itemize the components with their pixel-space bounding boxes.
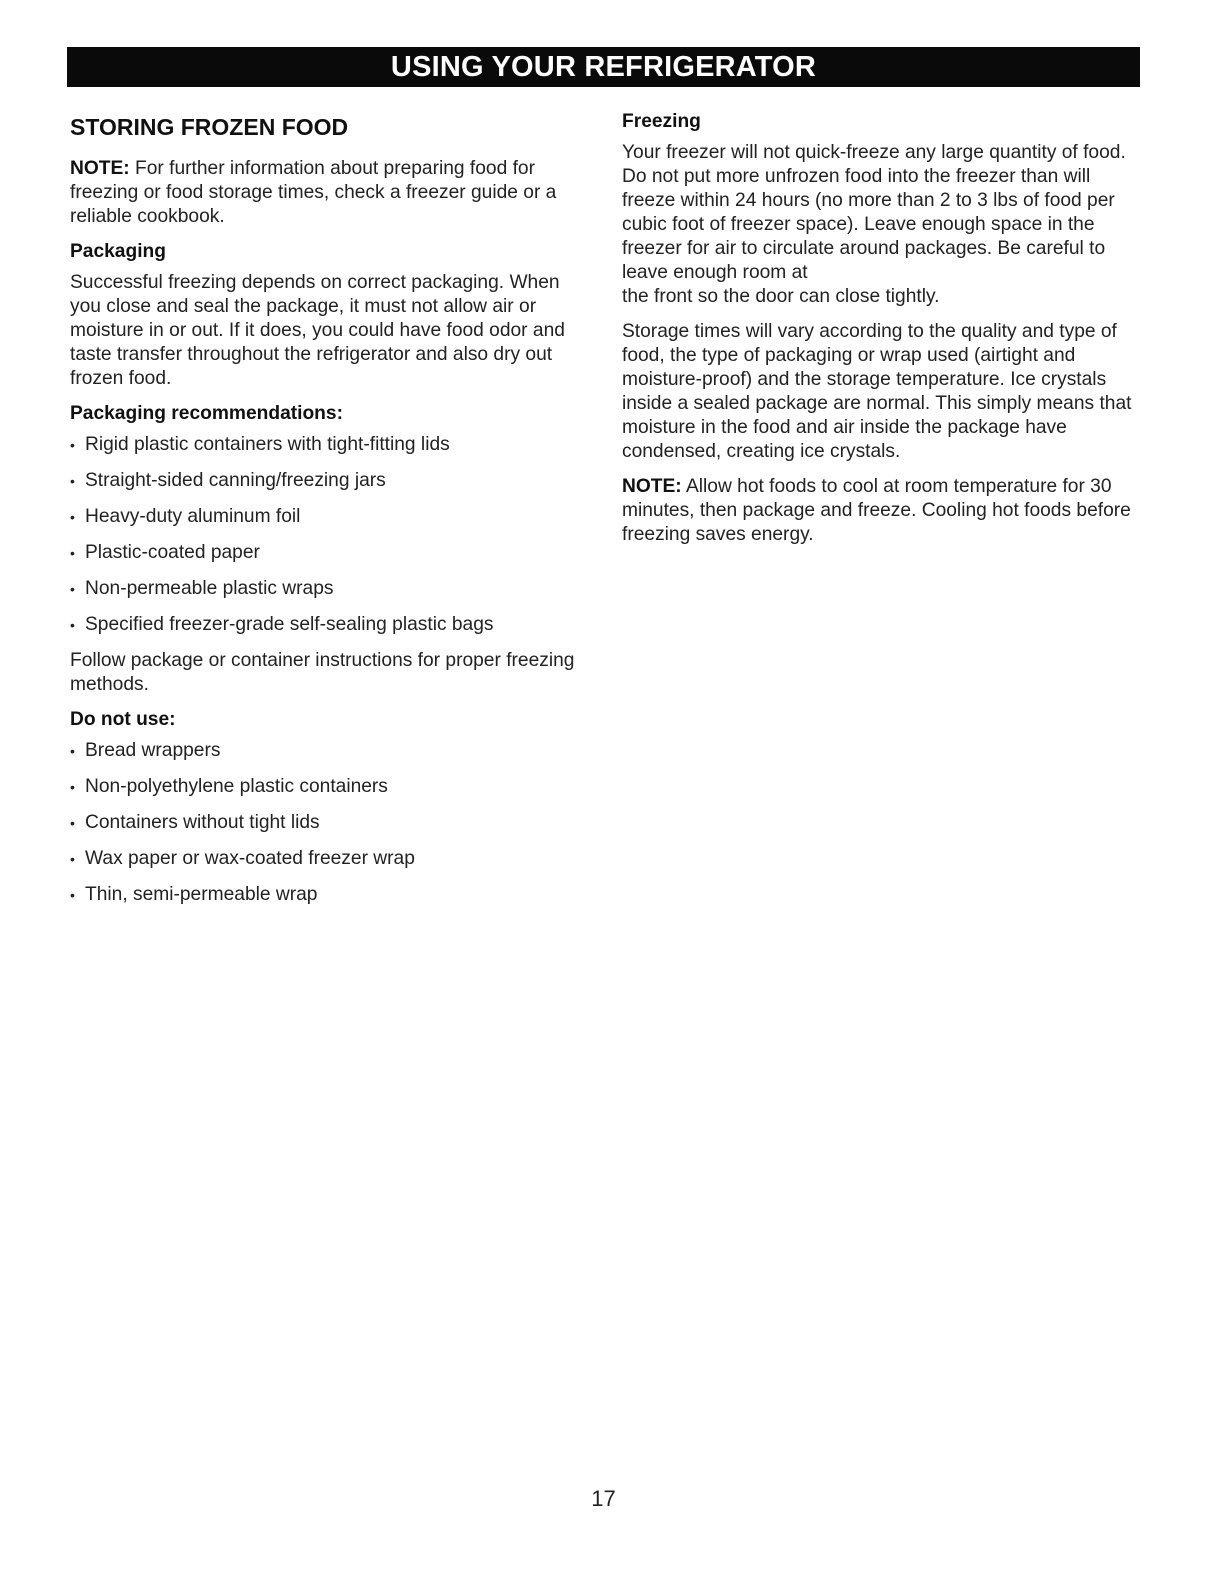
packaging-heading: Packaging bbox=[70, 241, 166, 262]
page-header-title: USING YOUR REFRIGERATOR bbox=[390, 50, 817, 83]
note-label: NOTE: bbox=[622, 476, 682, 497]
list-item bbox=[70, 433, 590, 457]
right-column bbox=[622, 110, 1147, 558]
do-not-use-list bbox=[70, 739, 590, 907]
bullet-icon: • bbox=[70, 887, 75, 903]
page-header bbox=[67, 47, 1140, 87]
list-item-text: Rigid plastic containers with tight-fitting lids bbox=[85, 434, 450, 455]
list-item-text: Wax paper or wax-coated freezer wrap bbox=[85, 848, 415, 869]
list-item bbox=[70, 541, 590, 565]
intro-note bbox=[70, 157, 590, 229]
note-text: Allow hot foods to cool at room temperature for 30 minutes, then package and freeze. Cooling hot foods before freezing saves energy. bbox=[622, 476, 1131, 545]
bullet-icon: • bbox=[70, 779, 75, 795]
list-item-text: Straight-sided canning/freezing jars bbox=[85, 470, 386, 491]
list-item bbox=[70, 883, 590, 907]
list-item-text: Non-polyethylene plastic containers bbox=[85, 776, 388, 797]
packaging-text: Successful freezing depends on correct packaging. When you close and seal the package, it must not allow air or moisture in or out. If it does, you could have food odor and taste transfer throughout the refrigerator and also dry out frozen food. bbox=[70, 272, 565, 389]
list-item bbox=[70, 577, 590, 601]
list-item-text: Heavy-duty aluminum foil bbox=[85, 506, 301, 527]
do-not-use-heading: Do not use: bbox=[70, 709, 176, 730]
follow-text: Follow package or container instructions for proper freezing methods. bbox=[70, 650, 575, 695]
freezing-text-continued: the front so the door can close tightly. bbox=[622, 286, 940, 307]
list-item-text: Specified freezer-grade self-sealing plastic bags bbox=[85, 614, 494, 635]
freezing-text: Your freezer will not quick-freeze any large quantity of food. Do not put more unfrozen food into the freezer than will freeze within 24 hours (no more than 2 to 3 lbs of food per cubic foot of freezer space). Leave enough space in the freezer for air to circulate around packages. Be careful to leave enough room at bbox=[622, 142, 1126, 283]
section-title: STORING FROZEN FOOD bbox=[70, 114, 349, 140]
list-item-text: Plastic-coated paper bbox=[85, 542, 260, 563]
list-item bbox=[70, 469, 590, 493]
bullet-icon: • bbox=[70, 473, 75, 489]
list-item-text: Thin, semi-permeable wrap bbox=[85, 884, 318, 905]
bullet-icon: • bbox=[70, 437, 75, 453]
list-item bbox=[70, 505, 590, 529]
freezing-heading: Freezing bbox=[622, 111, 701, 132]
list-item bbox=[70, 847, 590, 871]
list-item-text: Containers without tight lids bbox=[85, 812, 320, 833]
list-item bbox=[70, 739, 590, 763]
bullet-icon: • bbox=[70, 743, 75, 759]
left-column bbox=[70, 110, 590, 919]
list-item bbox=[70, 613, 590, 637]
bullet-icon: • bbox=[70, 581, 75, 597]
bullet-icon: • bbox=[70, 545, 75, 561]
bullet-icon: • bbox=[70, 815, 75, 831]
recommendations-heading: Packaging recommendations: bbox=[70, 403, 343, 424]
list-item bbox=[70, 811, 590, 835]
cooling-note bbox=[622, 475, 1147, 547]
list-item-text: Non-permeable plastic wraps bbox=[85, 578, 334, 599]
note-text: For further information about preparing food for freezing or food storage times, check a freezer guide or a reliable cookbook. bbox=[70, 158, 557, 227]
storage-text: Storage times will vary according to the quality and type of food, the type of packaging or wrap used (airtight and moisture-proof) and the storage temperature. Ice crystals inside a sealed package are normal. This simply means that moisture in the food and air inside the package have condensed, creating ice crystals. bbox=[622, 321, 1132, 462]
page-number: 17 bbox=[591, 1486, 616, 1511]
list-item-text: Bread wrappers bbox=[85, 740, 221, 761]
list-item bbox=[70, 775, 590, 799]
note-label: NOTE: bbox=[70, 158, 130, 179]
bullet-icon: • bbox=[70, 851, 75, 867]
recommendations-list bbox=[70, 433, 590, 637]
bullet-icon: • bbox=[70, 617, 75, 633]
bullet-icon: • bbox=[70, 509, 75, 525]
